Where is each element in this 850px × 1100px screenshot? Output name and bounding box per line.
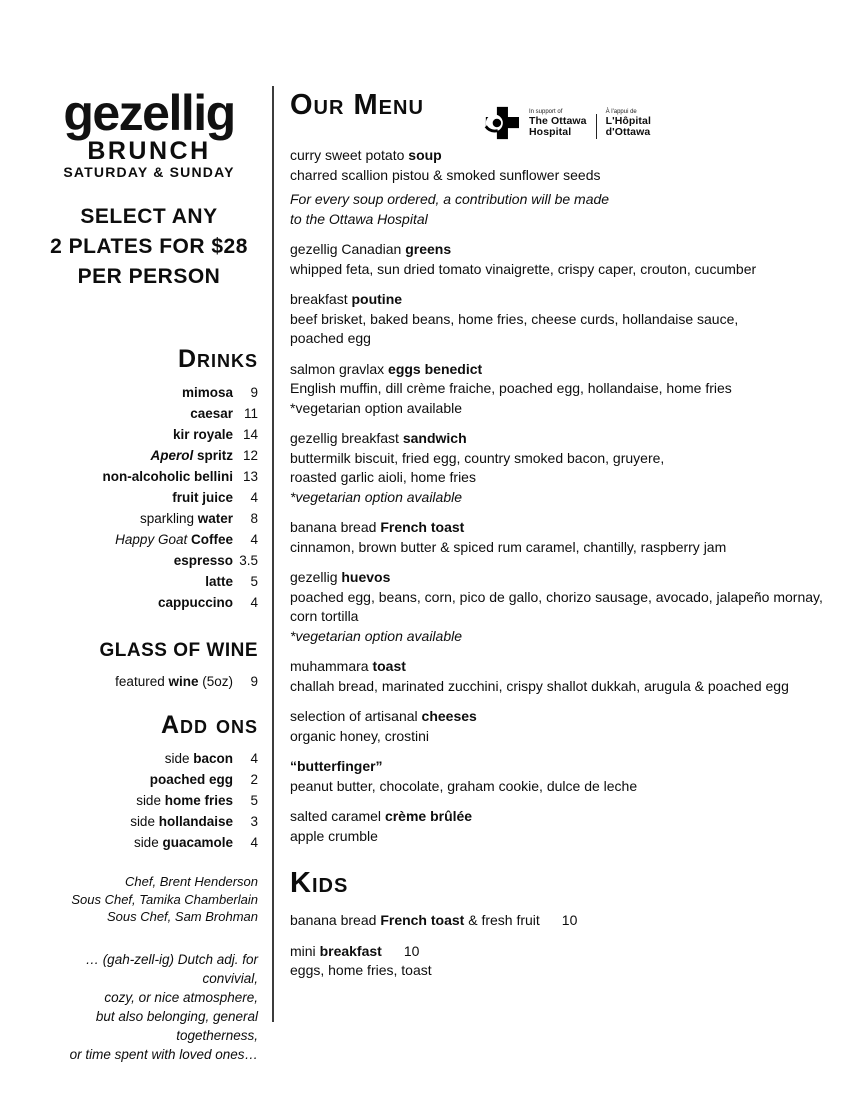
item-name <box>115 671 233 692</box>
item-name <box>190 403 233 424</box>
menu-item <box>290 290 835 349</box>
text-segment: caesar <box>190 406 233 421</box>
offer-line: 2 PLATES FOR $28 <box>50 235 248 258</box>
item-name <box>205 571 233 592</box>
text-segment: curry sweet potato <box>290 147 409 163</box>
menu-item-note: to the Ottawa Hospital <box>290 210 428 227</box>
text-segment: sandwich <box>402 430 467 446</box>
menu-item-description: eggs, home fries, toast <box>290 962 432 978</box>
item-name <box>134 832 233 853</box>
drink-row <box>40 382 258 403</box>
hospital-name-fr <box>606 108 651 138</box>
left-column <box>40 85 258 1064</box>
definition-line: or time spent with loved ones… <box>69 1046 258 1062</box>
menu-item-description: poached egg, beans, corn, pico de gallo, chorizo sausage, avocado, jalapeño mornay, <box>290 588 823 605</box>
text-segment: mini <box>290 942 320 959</box>
text-segment: muhammara <box>290 658 373 674</box>
text-segment: Coffee <box>190 532 233 547</box>
text-segment: cheeses <box>421 708 477 724</box>
menu-item-description: peanut butter, chocolate, graham cookie, dulce de leche <box>290 777 638 794</box>
addon-row <box>40 790 258 811</box>
text-segment: non-alcoholic bellini <box>102 469 233 484</box>
item-price: 10 <box>403 942 420 959</box>
drinks-heading: Drinks <box>177 345 258 373</box>
drink-row <box>40 571 258 592</box>
text-segment: greens <box>405 241 452 257</box>
hospital-logo-separator <box>596 114 597 139</box>
text-segment: toast <box>372 658 406 674</box>
menu-heading: Our Menu <box>290 89 424 121</box>
text-segment: sparkling <box>139 511 198 526</box>
menu-item-note: *vegetarian option available <box>290 627 463 644</box>
item-name <box>136 790 233 811</box>
menu-item-note: *vegetarian option available <box>290 488 463 505</box>
text-segment: Aperol <box>150 448 194 463</box>
menu-item-title <box>290 807 835 827</box>
menu-item-title <box>290 657 835 677</box>
text-segment: mimosa <box>181 385 233 400</box>
addon-row <box>40 811 258 832</box>
menu-item-title <box>290 360 835 380</box>
item-price: 4 <box>250 835 258 850</box>
text-segment: home fries <box>164 793 233 808</box>
menu-item <box>290 568 835 646</box>
item-name <box>102 466 233 487</box>
menu-item-title <box>290 942 835 962</box>
text-segment: French toast <box>380 912 465 928</box>
menu-item-note: For every soup ordered, a contribution will be made <box>290 191 610 207</box>
addons-list <box>40 748 258 853</box>
item-price: 5 <box>250 793 258 808</box>
menu-item <box>290 146 835 229</box>
item-price: 4 <box>250 532 258 547</box>
hospital-name-fr-line2: d'Ottawa <box>605 126 651 138</box>
item-price: 14 <box>242 427 258 442</box>
restaurant-logo <box>40 85 258 180</box>
drink-row <box>40 403 258 424</box>
item-price: 4 <box>250 595 258 610</box>
text-segment: eggs benedict <box>388 360 483 377</box>
text-segment: poutine <box>351 291 403 307</box>
text-segment: soup <box>408 147 442 163</box>
menu-item-title <box>290 240 835 260</box>
item-name <box>182 382 233 403</box>
item-name <box>174 550 233 571</box>
drink-row <box>40 487 258 508</box>
text-segment: selection of artisanal <box>290 708 422 724</box>
text-segment: poached egg <box>149 772 233 787</box>
offer-line: PER PERSON <box>77 265 221 288</box>
text-segment: crème brûlée <box>384 808 473 824</box>
item-price: 11 <box>243 406 258 421</box>
menu-item <box>290 429 835 507</box>
menu-item-description: English muffin, dill crème fraiche, poached egg, hollandaise, home fries <box>290 380 732 396</box>
menu-item <box>290 360 835 419</box>
item-price: 9 <box>250 385 258 400</box>
column-divider <box>272 86 274 1022</box>
definition-line: cozy, or nice atmosphere, <box>104 989 258 1005</box>
text-segment: (5oz) <box>198 674 233 689</box>
hospital-name-en <box>529 108 587 138</box>
text-segment: featured <box>115 674 169 689</box>
hospital-name-en-line1: The Ottawa <box>529 115 587 127</box>
logo-brunch-label: BRUNCH <box>87 137 211 165</box>
text-segment: bacon <box>193 751 233 766</box>
menu-item <box>290 807 835 846</box>
logo-days-label: SATURDAY & SUNDAY <box>63 164 235 180</box>
drink-row <box>40 466 258 487</box>
menu-item-description: cinnamon, brown butter & spiced rum caramel, chantilly, raspberry jam <box>290 538 727 555</box>
hospital-logo <box>484 106 651 140</box>
text-segment: wine <box>168 674 199 689</box>
kids-items <box>290 911 835 981</box>
menu-item <box>290 757 835 796</box>
text-segment: Happy Goat <box>115 532 188 547</box>
hospital-support-label-fr: À l'appui de <box>605 109 637 115</box>
item-name <box>150 769 233 790</box>
item-price: 2 <box>250 772 258 787</box>
text-segment: huevos <box>341 569 391 585</box>
item-name <box>172 487 233 508</box>
hospital-support-label-en: In support of <box>529 109 563 115</box>
hospital-name-en-line2: Hospital <box>529 126 572 138</box>
text-segment: banana bread <box>290 912 381 928</box>
hospital-name-fr-line1: L'Hôpital <box>605 115 651 127</box>
item-name <box>165 748 233 769</box>
menu-item <box>290 518 835 557</box>
menu-item-description: whipped feta, sun dried tomato vinaigrette, crispy caper, crouton, cucumber <box>290 260 757 277</box>
chef-credits <box>40 873 258 926</box>
text-segment: kir royale <box>172 427 233 442</box>
menu-item-title <box>290 518 835 538</box>
menu-item <box>290 657 835 696</box>
wine-list <box>40 671 258 692</box>
menu-item-title <box>290 290 835 310</box>
drink-row <box>40 550 258 571</box>
offer-line: SELECT ANY <box>80 205 218 228</box>
text-segment: gezellig breakfast <box>290 430 403 446</box>
text-segment: side <box>130 814 159 829</box>
menu-item-title <box>290 429 835 449</box>
drinks-list <box>40 382 258 613</box>
menu-item-description: apple crumble <box>290 827 378 844</box>
wine-row <box>40 671 258 692</box>
text-segment: water <box>197 511 233 526</box>
menu-item <box>290 707 835 746</box>
kids-heading: Kids <box>290 867 349 899</box>
item-name <box>115 529 233 550</box>
menu-item-title <box>290 911 835 931</box>
text-segment: & fresh fruit <box>464 912 540 928</box>
text-segment: gezellig <box>290 569 342 585</box>
item-price: 9 <box>250 674 258 689</box>
addon-row <box>40 832 258 853</box>
menu-item-title <box>290 707 835 727</box>
addon-row <box>40 748 258 769</box>
item-name <box>140 508 233 529</box>
drink-row <box>40 529 258 550</box>
text-segment: salmon gravlax <box>290 360 389 377</box>
item-price: 13 <box>242 469 258 484</box>
item-name <box>173 424 233 445</box>
text-segment: latte <box>205 574 233 589</box>
item-price: 8 <box>250 511 258 526</box>
definition-line: … (gah-zell-ig) Dutch adj. for convivial, <box>85 951 258 986</box>
addon-row <box>40 769 258 790</box>
chef-line: Sous Chef, Tamika Chamberlain <box>71 891 258 907</box>
offer-banner <box>40 202 258 292</box>
text-segment: “butterfinger” <box>290 758 383 774</box>
drink-row <box>40 445 258 466</box>
item-price: 4 <box>250 490 258 505</box>
text-segment: side <box>136 793 165 808</box>
menu-item-title <box>290 146 835 166</box>
chef-line: Chef, Brent Henderson <box>125 874 258 889</box>
chef-line: Sous Chef, Sam Brohman <box>106 909 258 924</box>
text-segment: French toast <box>380 519 465 535</box>
text-segment: fruit juice <box>172 490 233 505</box>
menu-item-title <box>290 757 835 777</box>
menu-item <box>290 911 835 931</box>
item-name <box>150 445 233 466</box>
text-segment: salted caramel <box>290 808 385 824</box>
text-segment: gezellig Canadian <box>290 241 406 257</box>
item-name <box>130 811 233 832</box>
gezellig-definition <box>40 950 258 1064</box>
menu-items <box>290 146 835 846</box>
hospital-cross-icon <box>484 106 520 140</box>
text-segment: breakfast <box>319 942 382 959</box>
text-segment: side <box>133 835 163 850</box>
item-price: 5 <box>250 574 258 589</box>
menu-item-description: beef brisket, baked beans, home fries, cheese curds, hollandaise sauce, <box>290 310 739 327</box>
menu-item-description: charred scallion pistou & smoked sunflower seeds <box>290 166 601 183</box>
menu-item-description: roasted garlic aioli, home fries <box>290 469 476 485</box>
menu-item-description: challah bread, marinated zucchini, crispy shallot dukkah, arugula & poached egg <box>290 677 789 694</box>
drink-row <box>40 592 258 613</box>
text-segment: hollandaise <box>158 814 233 829</box>
logo-wordmark: gezellig <box>63 85 235 141</box>
menu-item <box>290 942 835 981</box>
text-segment: breakfast <box>290 291 352 307</box>
item-price: 3.5 <box>239 553 258 568</box>
text-segment: guacamole <box>162 835 233 850</box>
item-price: 4 <box>250 751 258 766</box>
drink-row <box>40 508 258 529</box>
right-column <box>290 88 835 981</box>
menu-item-note: *vegetarian option available <box>290 399 463 416</box>
wine-heading: GLASS OF WINE <box>99 640 258 661</box>
menu-item-description: organic honey, crostini <box>290 727 430 744</box>
menu-item-description: corn tortilla <box>290 608 359 624</box>
item-price: 10 <box>561 912 578 928</box>
text-segment: banana bread <box>290 519 381 535</box>
menu-item-description: buttermilk biscuit, fried egg, country smoked bacon, gruyere, <box>290 449 665 466</box>
text-segment: cappuccino <box>157 595 233 610</box>
menu-item-description: poached egg <box>290 330 371 346</box>
menu-item <box>290 240 835 279</box>
text-segment: spritz <box>193 448 233 463</box>
drink-row <box>40 424 258 445</box>
item-price: 12 <box>242 448 258 463</box>
text-segment: side <box>164 751 194 766</box>
item-price: 3 <box>250 814 258 829</box>
menu-item-title <box>290 568 835 588</box>
text-segment: espresso <box>173 553 233 568</box>
item-name <box>158 592 233 613</box>
addons-heading: Add ons <box>160 711 258 739</box>
definition-line: but also belonging, general togetherness, <box>95 1008 258 1043</box>
